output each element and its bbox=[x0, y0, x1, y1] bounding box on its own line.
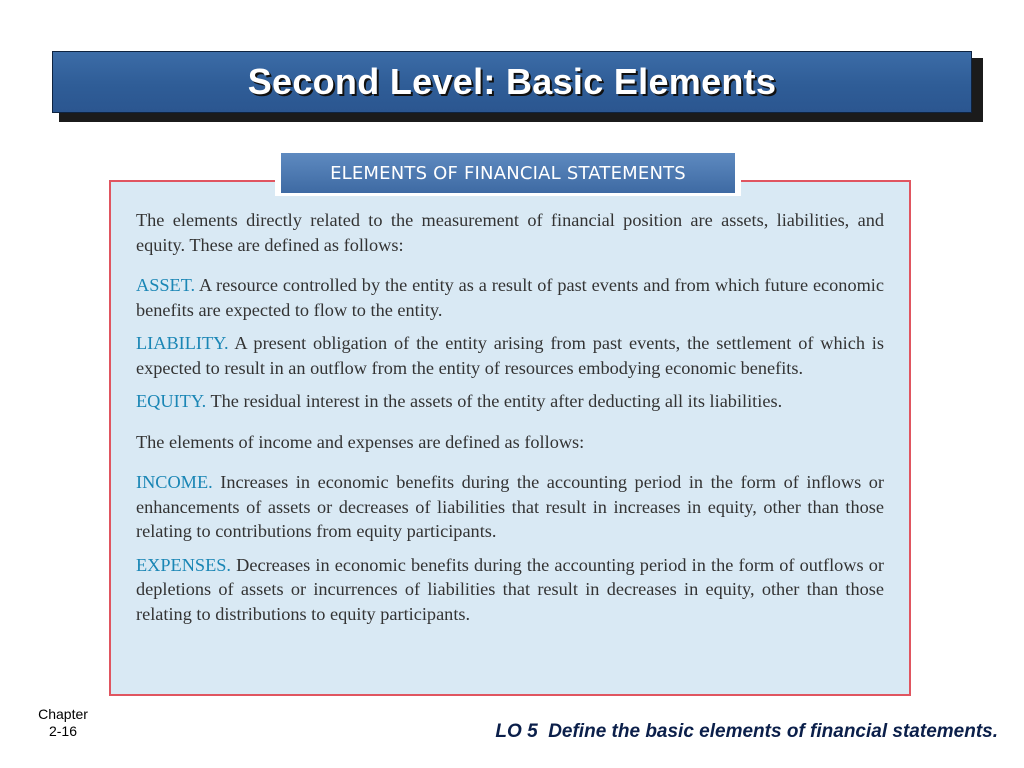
intro-paragraph: The elements directly related to the measurement of financial position are assets, liabilities, and equity. These are defined as follows: bbox=[136, 210, 884, 255]
term-asset: ASSET. bbox=[136, 275, 196, 295]
definition-liability bbox=[136, 331, 884, 380]
definition-equity-text: The residual interest in the assets of the entity after deducting all its liabilities. bbox=[210, 391, 783, 411]
definition-liability-text: A present obligation of the entity arising from past events, the settlement of which is expected to result in an outflow from the entity of resources embodying economic benefits. bbox=[136, 333, 884, 378]
definition-asset-text: A resource controlled by the entity as a result of past events and from which future economic benefits are expected to flow to the entity. bbox=[136, 275, 885, 320]
definition-expenses-text: Decreases in economic benefits during the accounting period in the form of outflows or depletions of assets or incurrences of liabilities that result in decreases in equity, other than those relating to distributions to equity participants. bbox=[136, 554, 885, 624]
panel-heading-text: ELEMENTS OF FINANCIAL STATEMENTS bbox=[330, 162, 686, 184]
panel-body bbox=[136, 208, 884, 626]
learning-objective: LO 5 Define the basic elements of financial statements. bbox=[495, 721, 998, 742]
panel-heading bbox=[275, 150, 741, 196]
definition-income-text: Increases in economic benefits during the accounting period in the form of inflows or enhancements of assets or decreases of liabilities that result in increases in equity, other than those relating to contributions from equity participants. bbox=[136, 472, 884, 541]
definition-equity bbox=[136, 389, 884, 414]
title-banner bbox=[52, 51, 972, 113]
term-equity: EQUITY. bbox=[136, 391, 207, 411]
definition-income bbox=[136, 470, 884, 544]
slide-title: Second Level: Basic Elements bbox=[247, 61, 777, 102]
term-income: INCOME. bbox=[136, 472, 213, 492]
definition-asset bbox=[136, 273, 884, 322]
page-number: 2-16 bbox=[48, 723, 78, 739]
intro-paragraph-2: The elements of income and expenses are defined as follows: bbox=[136, 431, 585, 452]
chapter-marker bbox=[22, 706, 104, 740]
chapter-label: Chapter bbox=[38, 706, 88, 722]
term-expenses: EXPENSES. bbox=[136, 554, 231, 575]
definition-expenses bbox=[136, 553, 884, 627]
term-liability: LIABILITY. bbox=[136, 333, 229, 353]
panel-heading-bar bbox=[281, 153, 735, 193]
